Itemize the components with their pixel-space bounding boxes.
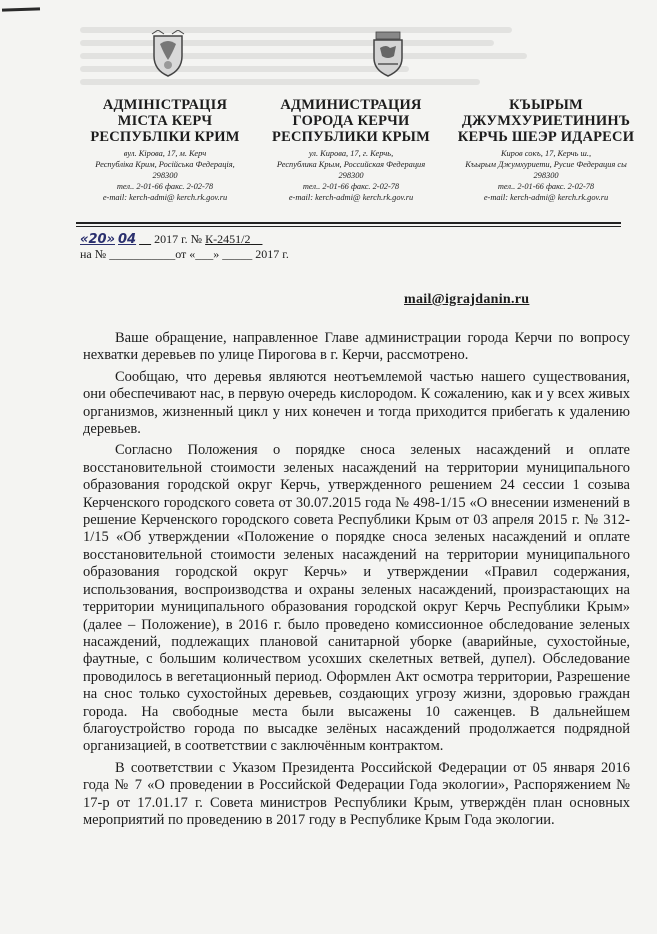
org-name bbox=[60, 97, 270, 145]
letterhead-russian bbox=[246, 97, 456, 203]
address-email: e-mail: kerch-admi@ kerch.rk.gov.ru bbox=[483, 193, 609, 202]
address-line: ул. Кирова, 17, г. Керчь, bbox=[308, 149, 394, 158]
body-paragraph: Ваше обращение, направленное Главе администрации города Керчи по вопросу нехватки деревьев по улице Пирогова в г. Керчи, рассмотрено. bbox=[83, 330, 630, 364]
recipient-email: mail@igrajdanin.ru bbox=[404, 292, 530, 307]
coat-of-arms-icon bbox=[148, 30, 188, 78]
corner-mark bbox=[2, 7, 40, 11]
org-name bbox=[446, 97, 646, 145]
org-address bbox=[60, 148, 270, 203]
org-name-line: РЕСПУБЛИКИ КРЫМ bbox=[272, 129, 430, 145]
address-email: e-mail: kerch-admi@ kerch.rk.gov.ru bbox=[288, 193, 414, 202]
org-name-line: ГОРОДА КЕРЧИ bbox=[292, 113, 410, 129]
org-name bbox=[246, 97, 456, 145]
outgoing-number-block bbox=[80, 232, 289, 262]
address-email: e-mail: kerch-admi@ kerch.rk.gov.ru bbox=[102, 193, 228, 202]
letterhead-crimean-tatar bbox=[446, 97, 646, 203]
org-name-line: КЕРЧЬ ШЕЭР ИДАРЕСИ bbox=[457, 129, 635, 145]
address-line: тел.. 2-01-66 факс. 2-02-78 bbox=[302, 182, 400, 191]
org-name-line: АДМІНІСТРАЦІЯ bbox=[102, 97, 228, 113]
org-name-line: РЕСПУБЛІКИ КРИМ bbox=[90, 129, 240, 145]
body-paragraph: Согласно Положения о порядке сноса зеленых насаждений и оплате восстановительной стоимости зеленых насаждений на территории муниципального образования городской округ Керчь, утвержденного решением 24 сессии 1 созыва Керченского городского совета от 30.07.2015 года № 498-1/15 «О внесении изменений в решение Керченского городского совета Республики Крым от 03 апреля 2015 г. № 312-1/15 «Об утверждении «Положение о порядке сноса зеленых насаждений и оплате восстановительной стоимости зеленых насаждений на территории муниципального образования городской округ Керчь» и утверждении «Правил содержания, использования, воспроизводства и охраны зеленых насаждений, произрастающих на территории муниципального образования городской округ Керчь Республики Крым» (далее – Положение), в 2016 г. было проведено комиссионное обследование зеленых насаждений, подлежащих плановой санитарной уборке (аварийные, сухостойные, фаутные, с большим количеством усохших скелетных ветвей, дупел). Обследование проводилось в вегетационный период. Оформлен Акт осмотра территории, Разрешение на снос только сухостойных деревьев, создающих угрозу жизни, здоровью граждан города. На свободные места были высажены 10 саженцев. В дальнейшем благоустройство города по высадке зелёных насаждений продолжается подрядной организацией, в соответствии с заключённым контрактом. bbox=[83, 442, 630, 755]
handwritten-day: «20» bbox=[80, 232, 115, 247]
address-line: вул. Кірова, 17, м. Керч bbox=[123, 149, 207, 158]
org-address bbox=[446, 148, 646, 203]
address-line: Республіка Крим, Російська Федерація, bbox=[95, 160, 235, 169]
org-name-line: ДЖУМХУРИЕТИНИНЪ bbox=[461, 113, 631, 129]
address-line: 298300 bbox=[338, 171, 364, 180]
outgoing-year-label: 2017 г. № bbox=[154, 232, 203, 246]
address-line: Къырым Джумхуриети, Русие Федерация сы bbox=[465, 160, 627, 169]
address-line: 298300 bbox=[152, 171, 178, 180]
org-name-line: МІСТА КЕРЧ bbox=[117, 113, 213, 129]
org-name-line: КЪЫРЫМ bbox=[509, 97, 583, 113]
letter-body bbox=[83, 330, 630, 833]
address-line: тел.. 2-01-66 факс. 2-02-78 bbox=[116, 182, 214, 191]
org-address bbox=[246, 148, 456, 203]
handwritten-month: 04 bbox=[118, 232, 137, 247]
city-emblem-icon bbox=[368, 30, 408, 78]
letterhead-ukrainian bbox=[60, 97, 270, 203]
address-line: тел.. 2-01-66 факс. 2-02-78 bbox=[497, 182, 595, 191]
letterhead-divider bbox=[76, 222, 621, 224]
letterhead-divider-thin bbox=[76, 226, 621, 227]
body-paragraph: Сообщаю, что деревья являются неотъемлемой частью нашего существования, они обеспечивают нас, в первую очередь кислородом. К сожалению, как и у всех живых организмов, жизненный цикл у них конечен и тогда приходится прибегать к удалению деревьев. bbox=[83, 368, 630, 438]
reply-to-line: на № ___________от «___» _____ 2017 г. bbox=[80, 247, 289, 261]
address-line: Киров сокъ, 17, Керчь ш., bbox=[500, 149, 592, 158]
body-paragraph: В соответствии с Указом Президента Российской Федерации от 05 января 2016 года № 7 «О проведении в Российской Федерации Года экологии», Распоряжением № 17-р от 17.01.17 г. Совета министров Республики Крым, утверждён план основных мероприятий по проведению в 2017 году в Республике Крым Года экологии. bbox=[83, 759, 630, 828]
outgoing-date-line bbox=[80, 232, 289, 247]
org-name-line: АДМИНИСТРАЦИЯ bbox=[280, 97, 422, 113]
address-line: 298300 bbox=[533, 171, 559, 180]
address-line: Республика Крым, Российская Федерация bbox=[276, 160, 426, 169]
outgoing-number: К-2451/2 bbox=[205, 232, 251, 246]
